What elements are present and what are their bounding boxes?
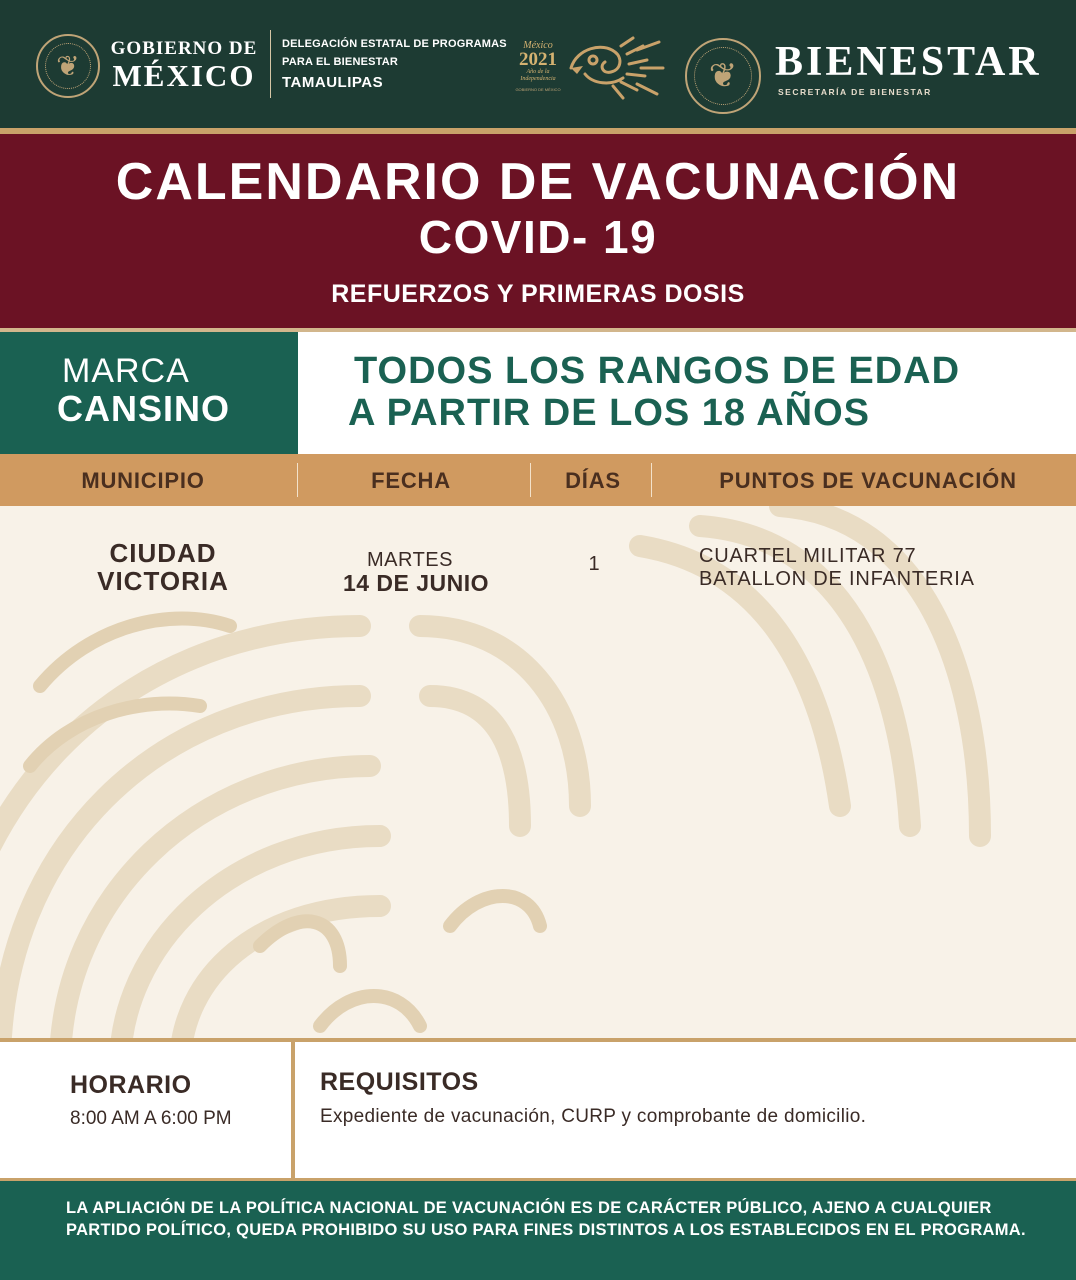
row-fecha-weekday: MARTES <box>367 549 453 571</box>
brand-label: MARCA <box>62 352 190 390</box>
column-header-dias: DÍAS <box>565 468 621 493</box>
mexico-2021-small: GOBIERNO DE MÉXICO <box>515 87 561 92</box>
row-punto-line-2: BATALLON DE INFANTERIA <box>699 568 975 590</box>
bienestar-seal-icon <box>685 38 761 114</box>
eagle-glyph-icon: ❦ <box>56 49 80 83</box>
mexico-2021-logo <box>512 40 564 96</box>
delegacion-state: TAMAULIPAS <box>282 74 384 91</box>
row-punto-line-1: CUARTEL MILITAR 77 <box>699 545 917 567</box>
column-header-fecha: FECHA <box>371 468 451 493</box>
eagle-seal-icon <box>36 34 100 98</box>
page-subtitle: REFUERZOS Y PRIMERAS DOSIS <box>331 280 745 308</box>
row-municipio-line-1: CIUDAD <box>109 538 217 568</box>
horario-label: HORARIO <box>70 1071 192 1099</box>
info-vertical-divider <box>291 1042 295 1178</box>
column-header-municipio: MUNICIPIO <box>81 468 205 493</box>
delegacion-line-1: DELEGACIÓN ESTATAL DE PROGRAMAS <box>282 38 507 50</box>
bienestar-title: BIENESTAR <box>775 39 1042 85</box>
bienestar-subtitle: SECRETARÍA DE BIENESTAR <box>778 87 932 97</box>
row-dias-value: 1 <box>588 553 600 575</box>
mexico-2021-year: 2021 <box>519 49 557 70</box>
eagle-glyph-icon: ❦ <box>708 56 738 96</box>
page-title-covid: COVID- 19 <box>418 211 658 263</box>
row-fecha-date: 14 DE JUNIO <box>342 570 490 596</box>
age-range-line-2: A PARTIR DE LOS 18 AÑOS <box>348 392 870 434</box>
column-divider <box>530 463 531 497</box>
mexico-2021-word: México <box>523 40 553 51</box>
requisitos-value: Expediente de vacunación, CURP y comprobante de domicilio. <box>320 1106 867 1127</box>
row-municipio-line-2: VICTORIA <box>97 566 229 596</box>
page-title: CALENDARIO DE VACUNACIÓN <box>115 153 961 211</box>
footer-disclaimer: LA APLIACIÓN DE LA POLÍTICA NACIONAL DE VACUNACIÓN ES DE CARÁCTER PÚBLICO, AJENO A CUALQUIER PARTIDO POLÍTICO, QUEDA PROHIBIDO SU USO PARA FINES DISTINTOS A LOS ESTABLECIDOS EN EL PROGRAMA. <box>66 1199 1026 1239</box>
gobierno-line-1: GOBIERNO DE <box>110 38 258 59</box>
column-header-puntos: PUNTOS DE VACUNACIÓN <box>719 468 1017 493</box>
delegacion-line-2: PARA EL BIENESTAR <box>282 56 399 68</box>
horario-value: 8:00 AM A 6:00 PM <box>70 1108 232 1129</box>
mexico-2021-caption: Año de la Independencia <box>520 69 556 82</box>
column-divider <box>651 463 652 497</box>
serpent-emblem-icon <box>563 28 667 104</box>
requisitos-label: REQUISITOS <box>320 1068 479 1096</box>
column-divider <box>297 463 298 497</box>
age-range-line-1: TODOS LOS RANGOS DE EDAD <box>354 350 961 392</box>
gobierno-line-2: MÉXICO <box>112 58 256 93</box>
header-vertical-divider <box>270 30 271 98</box>
brand-name: CANSINO <box>57 388 231 429</box>
